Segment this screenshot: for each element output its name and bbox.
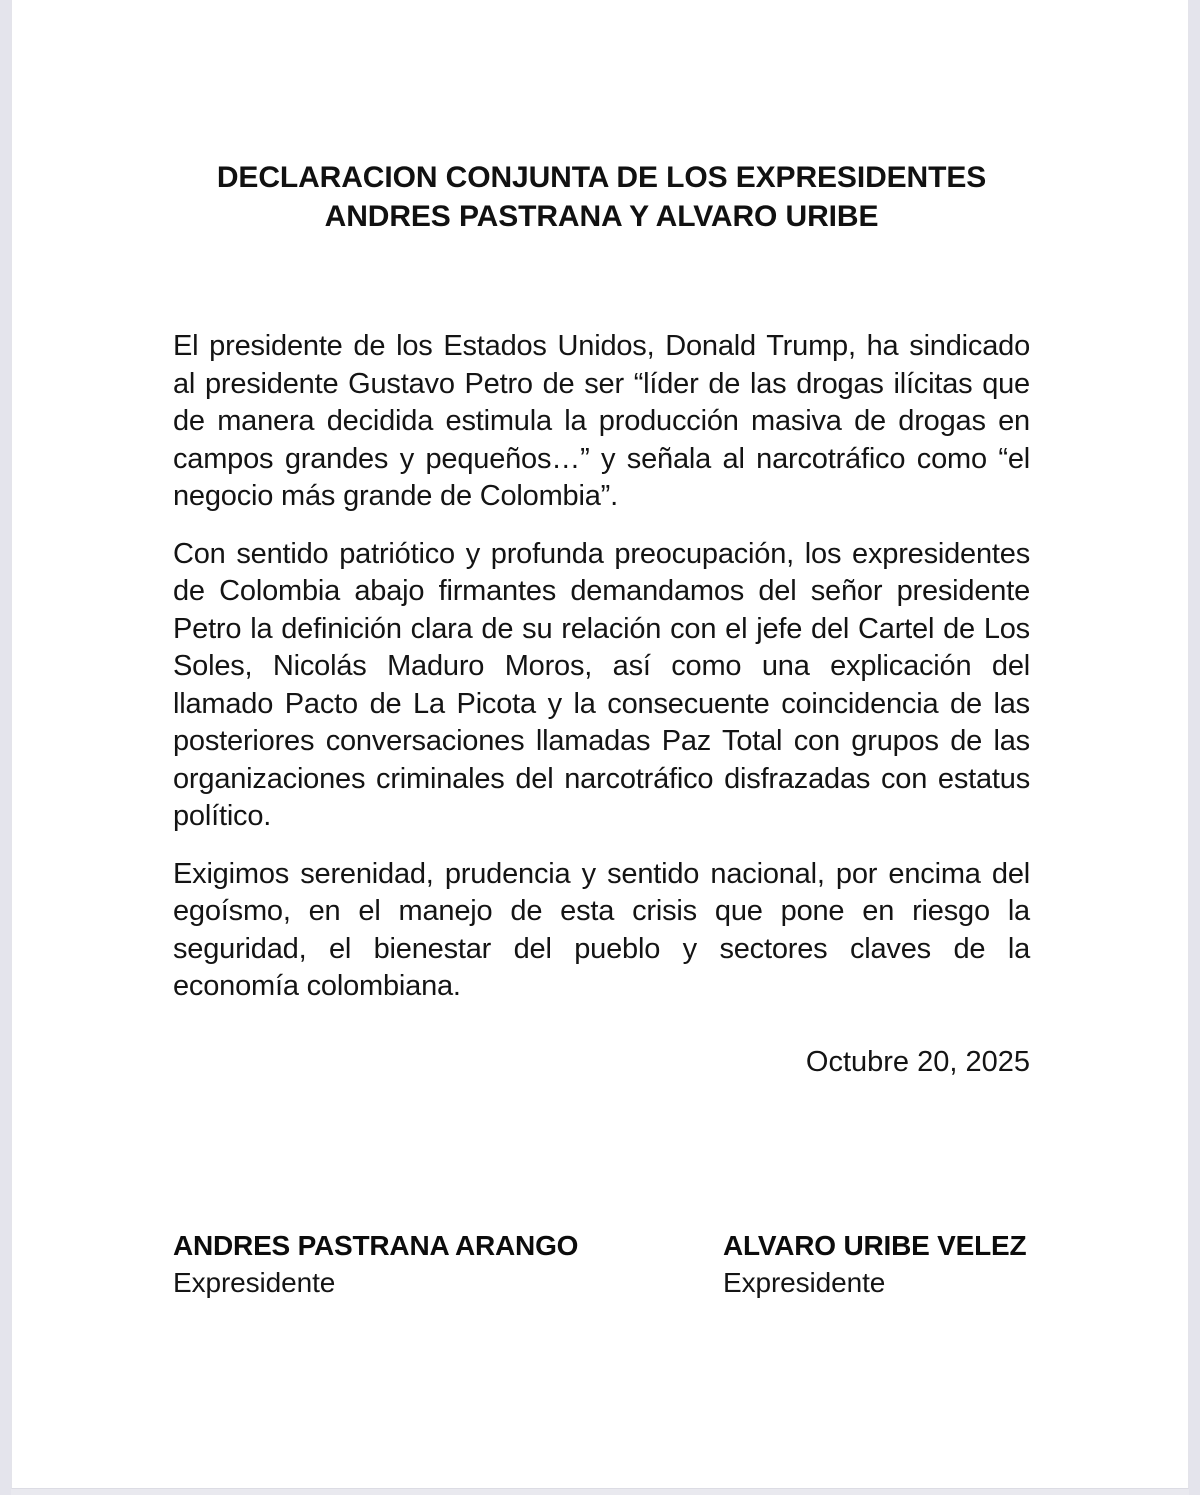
page-title-line-2: ANDRES PASTRANA Y ALVARO URIBE [324,200,879,233]
page-title [173,0,1030,236]
signature-pastrana [173,1228,723,1302]
signature-block [173,1228,1030,1302]
body-paragraph-1: El presidente de los Estados Unidos, Donald Trump, ha sindicado al presidente Gustavo Petro de ser “líder de las drogas ilícitas que de manera decidida estimula la producción masiva de drogas en campos grandes y pequeños…” y señala al narcotráfico como “el negocio más grande de Colombia”. [173,330,1030,512]
document-body [173,328,1030,1006]
document-page [11,0,1189,1489]
signature-name: ALVARO URIBE VELEZ [723,1229,1027,1261]
document-date: Octubre 20, 2025 [805,1045,1030,1078]
document-content-column [173,0,1030,1302]
page-gutter-right [1189,0,1200,1495]
body-paragraph-3: Exigimos serenidad, prudencia y sentido nacional, por encima del egoísmo, en el manejo de esta crisis que pone en riesgo la seguridad, el bienestar del pueblo y sectores claves de la economía colombiana. [173,857,1030,1002]
body-paragraph-2: Con sentido patriótico y profunda preocupación, los expresidentes de Colombia abajo firmantes demandamos del señor presidente Petro la definición clara de su relación con el jefe del Cartel de Los Soles, Nicolás Maduro Moros, así como una explicación del llamado Pacto de La Picota y la consecuente coincidencia de las posteriores conversaciones llamadas Paz Total con grupos de las organizaciones criminales del narcotráfico disfrazadas con estatus político. [173,537,1030,832]
signature-uribe [723,1228,1030,1302]
page-title-line-1: DECLARACION CONJUNTA DE LOS EXPRESIDENTES [216,161,987,194]
signature-name: ANDRES PASTRANA ARANGO [173,1229,579,1261]
page-gutter-left [0,0,11,1495]
signature-role: Expresidente [173,1266,336,1298]
signature-role: Expresidente [723,1266,886,1298]
